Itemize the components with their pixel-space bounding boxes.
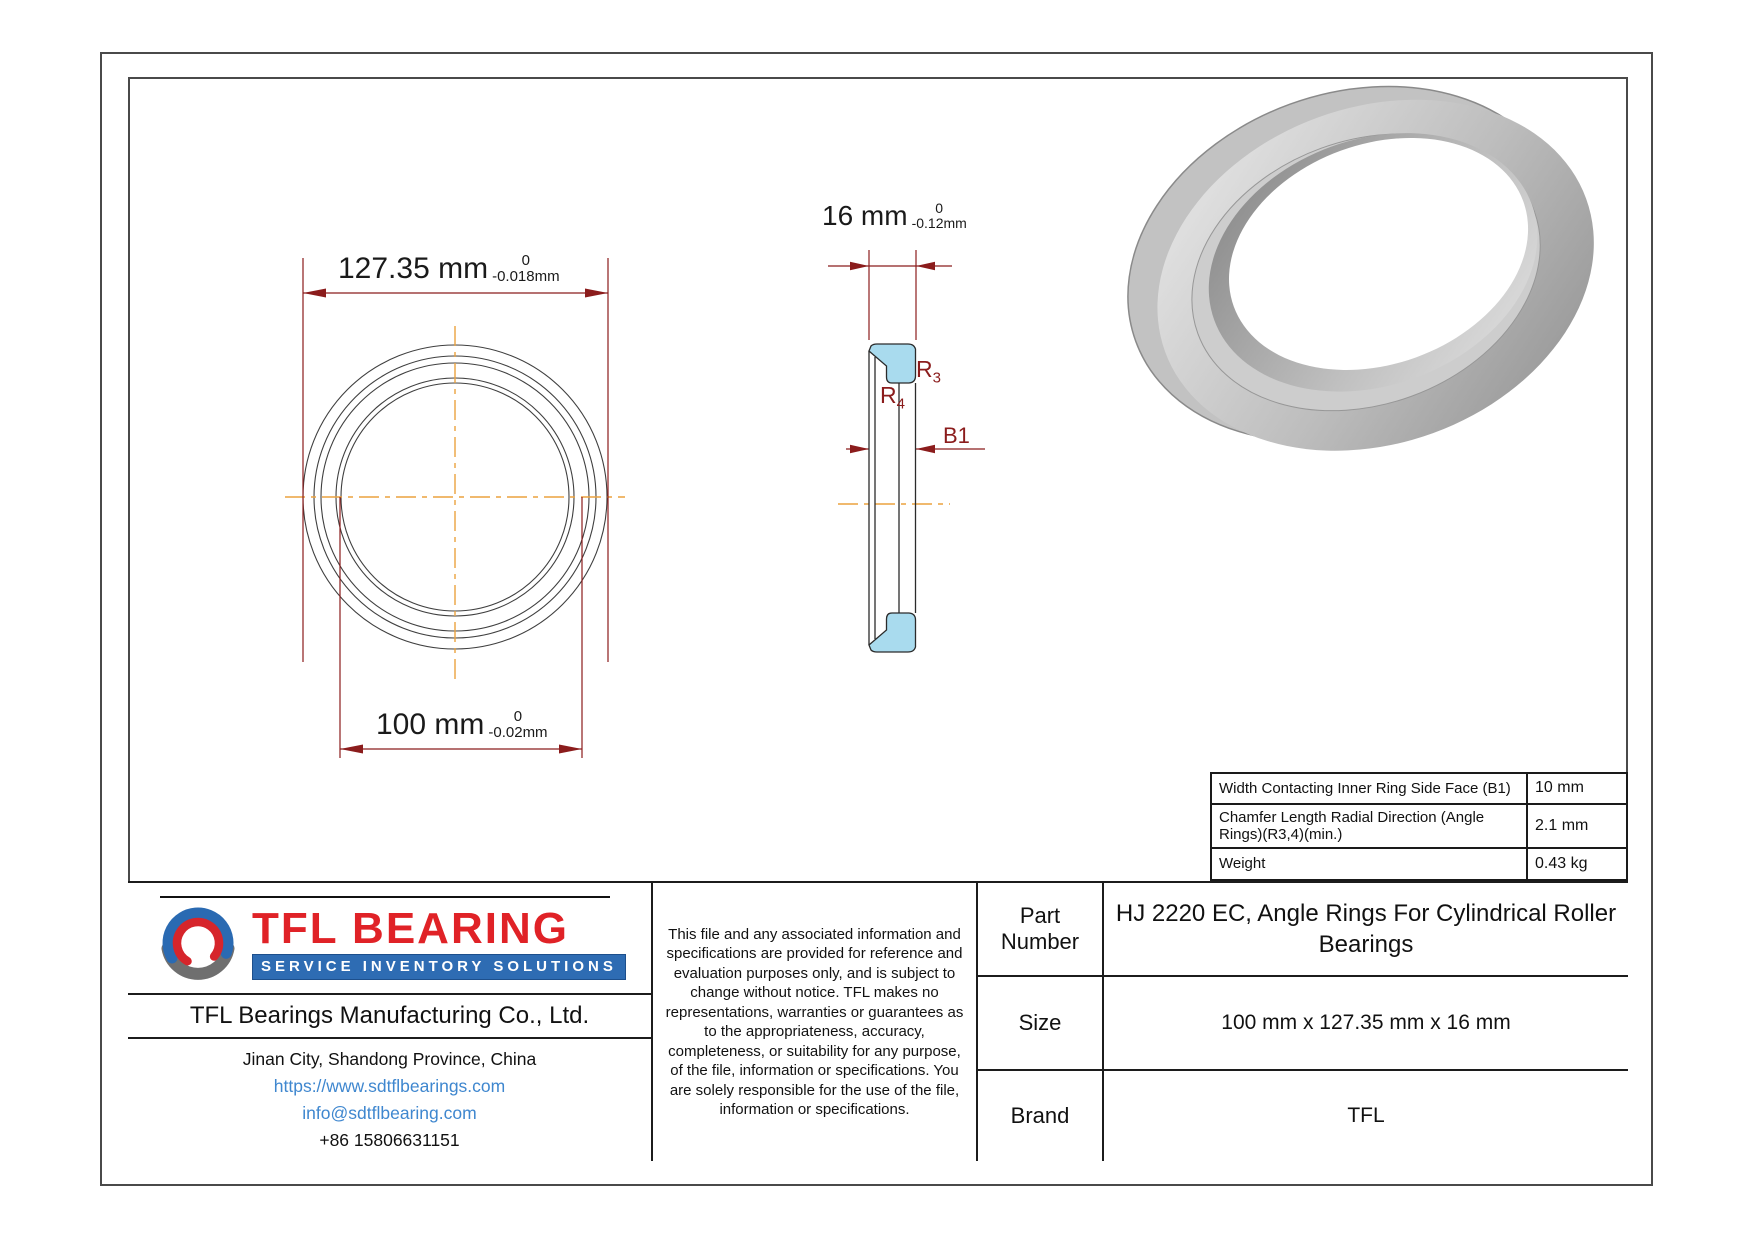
- part-number-label: Part Number: [978, 881, 1104, 975]
- spec-row-value: 0.43 kg: [1535, 854, 1588, 872]
- logo-tagline: SERVICE INVENTORY SOLUTIONS: [252, 954, 626, 980]
- company-website-link[interactable]: https://www.sdtflbearings.com: [273, 1075, 506, 1096]
- disclaimer-cell: [653, 881, 978, 1161]
- brand-label: Brand: [978, 1069, 1104, 1161]
- outer-diameter-value: 127.35 mm: [338, 252, 489, 285]
- company-logo: [158, 903, 626, 983]
- spec-row-value: 2.1 mm: [1528, 805, 1626, 849]
- specification-table: [1210, 772, 1628, 881]
- company-address: Jinan City, Shandong Province, China: [242, 1048, 537, 1069]
- bore-diameter-dimension: [376, 708, 548, 742]
- company-address-cell: [128, 1037, 653, 1161]
- spec-row-value: 10 mm: [1528, 774, 1626, 805]
- size-value: 100 mm x 127.35 mm x 16 mm: [1104, 975, 1628, 1069]
- chamfer-r3-label: $R_3$: [916, 356, 941, 387]
- spec-row-label: Weight: [1212, 849, 1528, 879]
- company-email-link[interactable]: info@sdtflbearing.com: [302, 1103, 477, 1123]
- dimension-arrowheads: [303, 262, 935, 754]
- b1-width-label: B1: [943, 423, 970, 448]
- logo-brand-text: TFL BEARING: [252, 903, 569, 953]
- width-dimension: [822, 200, 967, 232]
- width-value: 16 mm: [822, 200, 908, 231]
- spec-row-label: Width Contacting Inner Ring Side Face (B1): [1212, 774, 1528, 805]
- spec-row-label: Chamfer Length Radial Direction (Angle Rings)(R3,4)(min.): [1212, 805, 1528, 849]
- logo-top-rule: [160, 896, 610, 898]
- size-label: Size: [978, 975, 1104, 1069]
- bore-diameter-tolerance: 0 -0.02mm: [488, 708, 548, 741]
- width-tolerance: 0 -0.12mm: [911, 200, 967, 231]
- ring-3d-render: [1078, 20, 1644, 518]
- bore-diameter-value: 100 mm: [376, 708, 485, 741]
- outer-diameter-dimension: [338, 252, 560, 286]
- company-phone: +86 15806631151: [319, 1130, 460, 1151]
- tfl-logo-icon: [158, 903, 238, 983]
- part-number-value: HJ 2220 EC, Angle Rings For Cylindrical Roller Bearings: [1104, 881, 1628, 975]
- centerlines: [285, 326, 950, 682]
- company-name: TFL Bearings Manufacturing Co., Ltd.: [128, 993, 653, 1037]
- logo-text-block: [252, 903, 626, 980]
- brand-value: TFL: [1104, 1069, 1628, 1161]
- outer-diameter-tolerance: 0 -0.018mm: [492, 252, 560, 285]
- chamfer-r4-label: $R_4$: [880, 382, 905, 413]
- disclaimer-text: This file and any associated information and specifications are provided for reference and evaluation purposes only, and is subject to change without notice. TFL makes no representations, warranties or guarantees as to the appropriateness, accuracy, completeness, or suitability for any purpose, of the file, information or specifications. You are solely responsible for the use of the file, information or specifications.: [665, 925, 964, 1118]
